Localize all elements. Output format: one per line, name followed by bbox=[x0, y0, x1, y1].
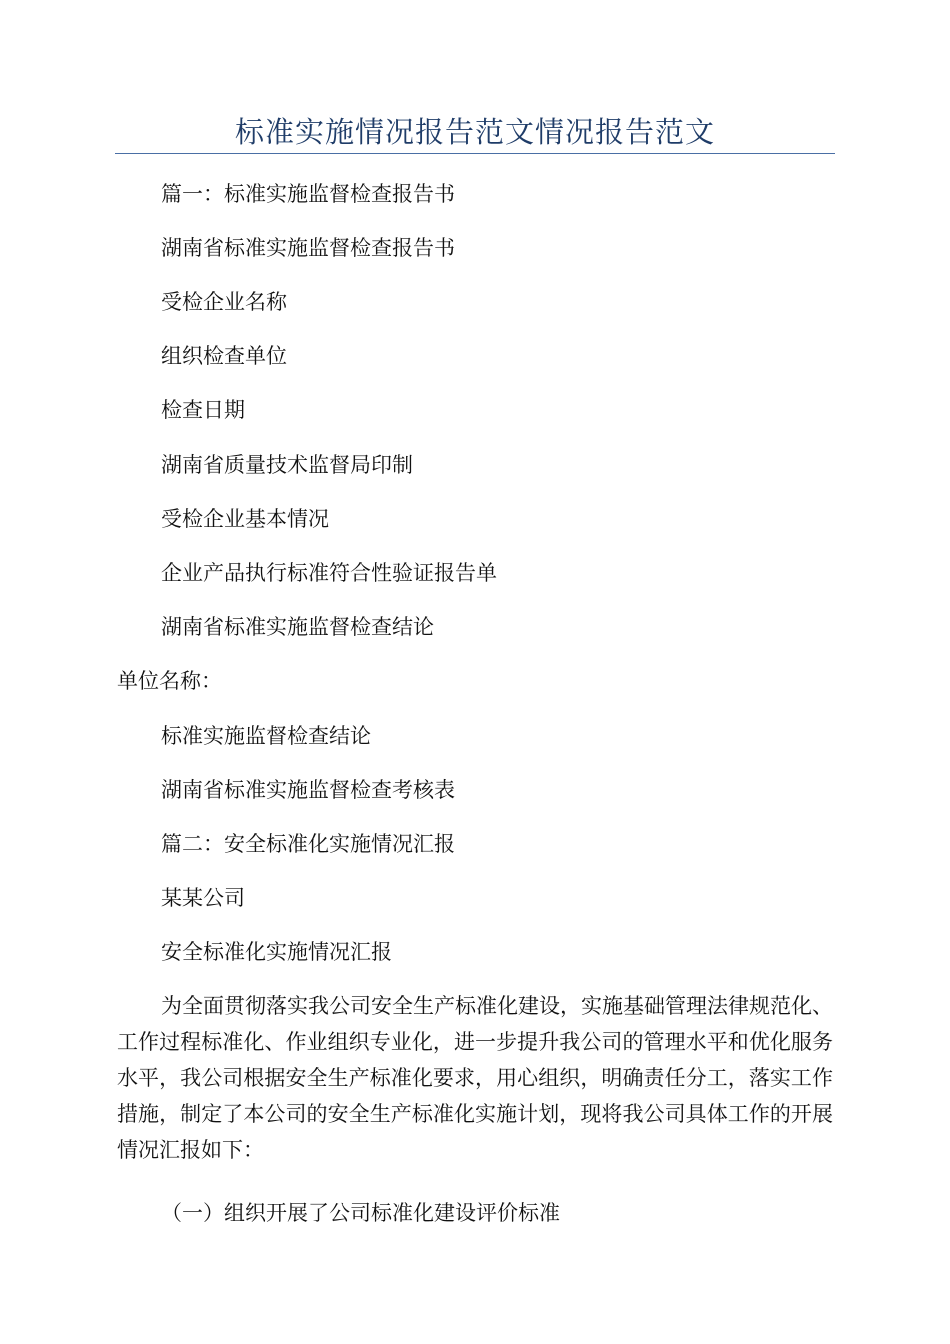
text-line-conclusion-title: 湖南省标准实施监督检查结论 bbox=[161, 615, 434, 639]
text-line-enterprise-name: 受检企业名称 bbox=[161, 290, 287, 314]
text-line-enterprise-basics: 受检企业基本情况 bbox=[161, 507, 329, 531]
title-underline bbox=[115, 153, 835, 154]
text-line-conclusion: 标准实施监督检查结论 bbox=[161, 724, 371, 748]
text-line-inspection-date: 检查日期 bbox=[161, 398, 245, 422]
text-line-printed-by: 湖南省质量技术监督局印制 bbox=[161, 453, 413, 477]
text-line-unit-name: 单位名称： bbox=[117, 669, 222, 693]
text-line-report-subtitle: 安全标准化实施情况汇报 bbox=[161, 940, 392, 964]
text-line-assessment-table: 湖南省标准实施监督检查考核表 bbox=[161, 778, 455, 802]
text-line-part-one-heading: 篇一：标准实施监督检查报告书 bbox=[161, 182, 455, 206]
text-line-company: 某某公司 bbox=[161, 886, 245, 910]
text-line-verification-sheet: 企业产品执行标准符合性验证报告单 bbox=[161, 561, 497, 585]
document-title: 标准实施情况报告范文情况报告范文 bbox=[234, 115, 715, 149]
text-line-part-two-heading: 篇二：安全标准化实施情况汇报 bbox=[161, 832, 455, 856]
section-heading: （一）组织开展了公司标准化建设评价标准 bbox=[161, 1201, 560, 1225]
body-paragraph: 为全面贯彻落实我公司安全生产标准化建设，实施基础管理法律规范化、工作过程标准化、作业组织专业化，进一步提升我公司的管理水平和优化服务水平，我公司根据安全生产标准化要求，用心组织，明确责任分工，落实工作措施，制定了本公司的安全生产标准化实施计划，现将我公司具体工作的开展情况汇报如下： bbox=[117, 994, 833, 1162]
text-line-report-title: 湖南省标准实施监督检查报告书 bbox=[161, 236, 455, 260]
text-line-inspection-unit: 组织检查单位 bbox=[161, 344, 287, 368]
